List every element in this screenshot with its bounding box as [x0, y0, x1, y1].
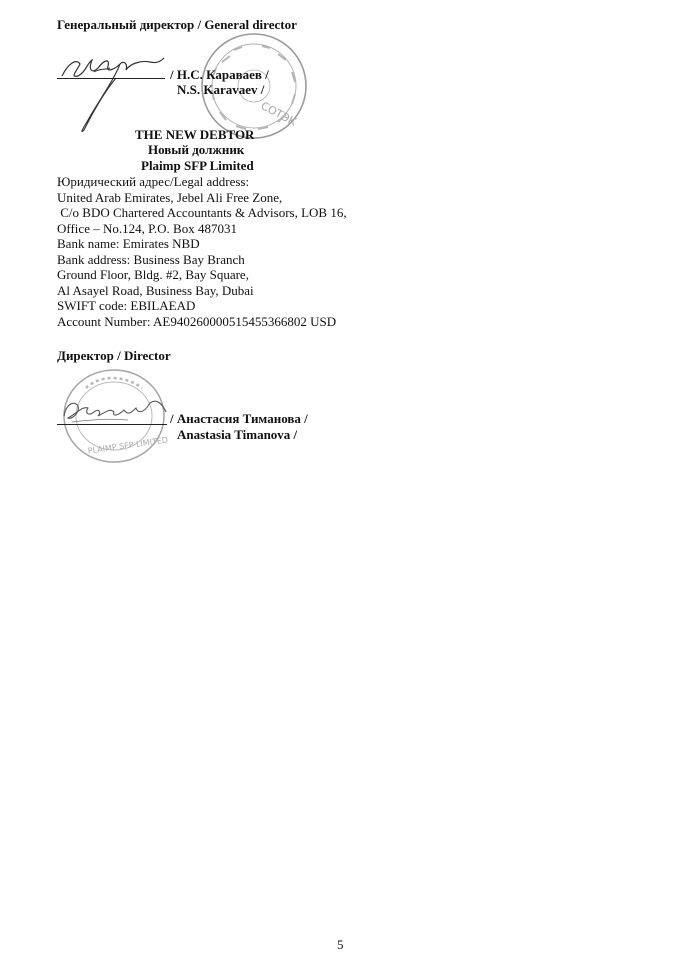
- general-director-name-ru: / Н.С. Караваев /: [170, 67, 269, 82]
- general-director-signature-line: [57, 78, 165, 79]
- address-line: Bank name: Emirates NBD: [57, 236, 200, 251]
- new-debtor-heading: THE NEW DEBTOR: [135, 127, 255, 142]
- director-name-ru: / Анастасия Тиманова /: [170, 411, 308, 426]
- address-line: SWIFT code: EBILAEAD: [57, 298, 196, 313]
- new-debtor-company: Plaimp SFP Limited: [141, 158, 254, 173]
- address-line: Office – No.124, P.O. Box 487031: [57, 220, 237, 236]
- page-number: 5: [337, 937, 344, 952]
- address-line: Bank address: Business Bay Branch: [57, 251, 245, 267]
- new-debtor-heading-ru: Новый должник: [148, 142, 245, 157]
- director-name-en: Anastasia Timanova /: [177, 427, 298, 442]
- stamp-2-text: PLAIMP SFP LIMITED: [87, 435, 169, 456]
- general-director-heading: Генеральный директор / General director: [57, 17, 297, 32]
- address-line: Al Asayel Road, Business Bay, Dubai: [57, 282, 254, 298]
- director-signature-line: [57, 424, 167, 425]
- stamp-1-text: СОТЭК: [258, 99, 299, 129]
- new-debtor-address-block: [57, 174, 347, 329]
- address-line: Account Number: AE940260000515455366802 USD: [57, 313, 337, 329]
- general-director-name-en: N.S. Karavaev /: [177, 82, 265, 97]
- address-line: C/o BDO Chartered Accountants & Advisors, LOB 16,: [57, 205, 347, 220]
- address-line: United Arab Emirates, Jebel Ali Free Zone,: [57, 189, 283, 205]
- address-line: Ground Floor, Bldg. #2, Bay Square,: [57, 267, 249, 282]
- address-line: Юридический адрес/Legal address:: [57, 174, 250, 189]
- director-heading: Директор / Director: [57, 348, 171, 363]
- general-director-signature: [58, 50, 168, 138]
